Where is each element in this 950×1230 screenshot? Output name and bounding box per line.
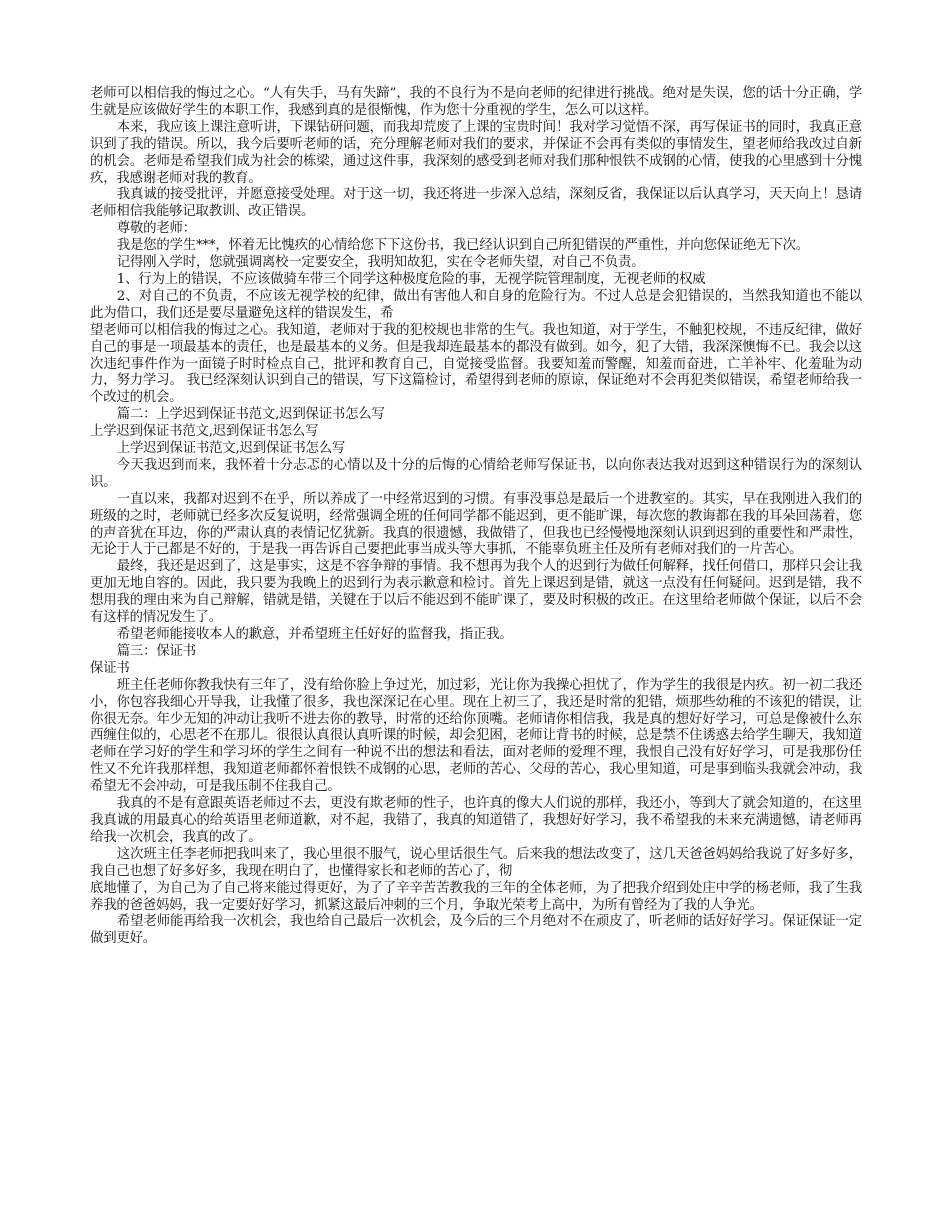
paragraph-9: 望老师可以相信我的悔过之心。我知道，老师对于我的犯校规也非常的生气。我也知道，对于学生，不触犯校规，不违反纪律，做好自己的事是一项最基本的责任，也是最基本的义务。但是我却连最基本的都没有做到。如今，犯了大错，我深深懊悔不已。我会以这次违纪事件作为一面镜子时时检点自己，批评和教育自己，自觉接受监督。我要知羞而警醒，知羞而奋进，亡羊补牢、化羞耻为动力，努力学习。 我已经深刻认识到自己的错误，写下这篇检讨，希望得到老师的原谅，保证绝对不会再犯类似错误，希望老师给我一个改过的机会。 [90, 322, 862, 406]
section-subtitle-2: 上学迟到保证书范文,迟到保证书怎么写 [116, 441, 346, 457]
paragraph-2: 本来，我应该上课注意听讲，下课钻研问题，而我却荒废了上课的宝贵时间！我对学习觉悟不深，再写保证书的同时，我真正意识到了我的错误。所以，我今后要听老师的话，充分理解老师对我们的要求，并保证不会再有类似的事情发生，望老师给我改过自新的机会。老师是希望我们成为社会的栋梁，通过这件事，我深刻的感受到老师对我们那种恨铁不成钢的心情，使我的心里感到十分愧疚，我感谢老师对我的教育。 [90, 119, 862, 186]
section-heading-3: 篇三：保证书 [116, 643, 196, 659]
paragraph-3: 我真诚的接受批评，并愿意接受处理。对于这一切，我还将进一步深入总结，深刻反省，我保证以后认真学习，天天向上！恳请老师相信我能够记取教训、改正错误。 [90, 187, 862, 220]
section-title-3: 保证书 [90, 660, 130, 676]
paragraph-20: 我真的不是有意跟英语老师过不去，更没有欺老师的性子，也许真的像大人们说的那样，我还小，等到大了就会知道的，在这里我真诚的用最真心的给英语里老师道歉，对不起，我错了，我真的知道错了，我想好好学习，我不希望我的未来充满遗憾，请老师再给我一次机会，我真的改了。 [90, 796, 862, 845]
paragraph-19: 班主任老师你教我快有三年了，没有给你脸上争过光，加过彩，光让你为我操心担忧了，作为学生的我很是内疚。初一初二我还小，你包容我细心开导我，让我懂了很多，我也深深记在心里。现在上初三了，我还是时常的犯错，烦那些幼稚的不该犯的错误，让你很无奈。年少无知的冲动让我听不进去你的教导，时常的还给你顶嘴。老师请你相信我，我是真的想好好学习，可总是像被什么东西缠住似的，心思老不在那儿。很很认真很认真听课的时候，却会犯困，老师让背书的时候，总是禁不住诱惑去给学生聊天，我知道老师在学习好的学生和学习坏的学生之间有一种说不出的想法和看法，面对老师的爱理不理，我恨自己没有好好学习，可是我那份任性又不允许我那样想，我知道老师都怀着恨铁不成钢的心思，老师的苦心、父母的苦心，我心里知道，可是事到临头我就会冲动，我希望无不会冲动，可是我压制不住我自己。 [90, 677, 862, 795]
paragraph-21: 这次班主任李老师把我叫来了，我心里很不服气，说心里话很生气。后来我的想法改变了，这几天爸爸妈妈给我说了好多好多，我自己也想了好多好多，我现在明白了，也懂得家长和老师的苦心了，彻 [90, 846, 862, 879]
paragraph-14: 一直以来，我都对迟到不在乎，所以养成了一中经常迟到的习惯。有事没事总是最后一个进教室的。其实，早在我刚进入我们的班级的之时，老师就已经多次反复说明，经常强调全班的任何同学都不能迟到，更不能旷课，每次您的教诲都在我的耳朵回荡着，您的声音犹在耳边，你的严肃认真的表情记忆犹新。我真的很遗憾，我做错了，但我也已经慢慢地深刻认识到迟到的重要性和严肃性，无论于人于己都是不好的，于是我一再告诉自己要把此事当成头等大事抓，不能辜负班主任及所有老师对我们的一片苦心。 [90, 491, 862, 558]
list-item-1: 1、行为上的错误，不应该做骑车带三个同学这种极度危险的事，无视学院管理制度，无视老师的权威 [116, 271, 706, 287]
section-heading-2: 篇二：上学迟到保证书范文,迟到保证书怎么写 [116, 407, 385, 423]
paragraph-15: 最终，我还是迟到了，这是事实，这是不容争辩的事情。我不想再为我个人的迟到行为做任何解释，找任何借口，那样只会让我更加无地自容的。因此，我只要为我晚上的迟到行为表示歉意和检讨。首先上课迟到是错，就这一点没有任何疑问。迟到是错，我不想用我的理由来为自己辩解，错就是错，关键在于以后不能迟到不能旷课了，要及时积极的改正。在这里给老师做个保证，以后不会有这样的情况发生了。 [90, 559, 862, 626]
paragraph-5: 我是您的学生***，怀着无比愧疚的心情给您下下这份书，我已经认识到自己所犯错误的严重性，并向您保证绝无下次。 [116, 238, 810, 254]
paragraph-13: 今天我迟到而来，我怀着十分忐忑的心情以及十分的后悔的心情给老师写保证书，以向你表达我对迟到这种错误行为的深刻认识。 [90, 457, 862, 490]
paragraph-22: 底地懂了，为自己为了自己将来能过得更好，为了了辛辛苦苦教我的三年的全体老师，为了把我介绍到处庄中学的杨老师，我了生我养我的爸爸妈妈，我一定要好好学习，抓紧这最后冲刺的三个月，争取光荣考上高中，为所有曾经为了我的人争光。 [90, 880, 862, 913]
paragraph-6: 记得刚入学时，您就强调离校一定要安全，我明知故犯，实在令老师失望，对自己不负责。 [116, 255, 645, 271]
list-item-2: 2、对自己的不负责，不应该无视学校的纪律，做出有害他人和自身的危险行为。不过人总是会犯错误的，当然我知道也不能以此为借口，我们还是要尽量避免这样的错误发生，希 [90, 288, 862, 321]
paragraph-16: 希望老师能接收本人的歉意，并希望班主任好好的监督我，指正我。 [116, 627, 513, 642]
paragraph-1: 老师可以相信我的悔过之心。“人有失手，马有失蹄”，我的不良行为不是向老师的纪律进行挑战。绝对是失误，您的话十分正确，学生就是应该做好学生的本职工作，我感到真的是很惭愧，作为您十分重视的学生，怎么可以这样。 [90, 86, 862, 118]
section-title-2: 上学迟到保证书范文,迟到保证书怎么写 [90, 424, 319, 440]
salutation: 尊敬的老师： [116, 221, 196, 237]
paragraph-23: 希望老师能再给我一次机会，我也给自己最后一次机会，及今后的三个月绝对不在顽皮了，听老师的话好好学习。保证保证一定做到更好。 [90, 914, 862, 947]
